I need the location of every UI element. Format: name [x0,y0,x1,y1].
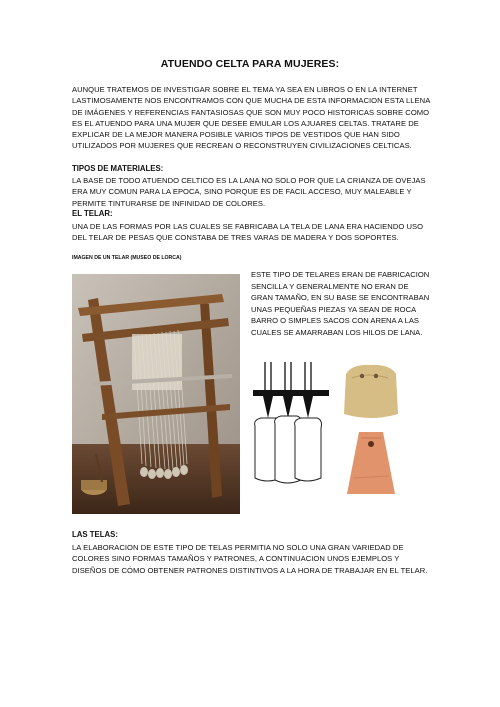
loom-description: ESTE TIPO DE TELARES ERAN DE FABRICACION SENCILLA Y GENERALMENTE NO ERAN DE GRAN TAMAÑO, EN SU BASE SE ENCONTRABAN UNAS PEQUEÑAS PIEZAS YA SEAN DE ROCA BARRO O SIMPLES SACOS CON ARENA A LAS CUALES SE AMARRABAN LOS HILOS DE LANA. [251,270,430,337]
stone-weight [338,362,404,424]
fabrics-heading: LAS TELAS: [72,530,118,539]
loom-weights-sketch [251,360,333,490]
materials-paragraph: LA BASE DE TODO ATUENDO CELTICO ES LA LANA NO SOLO POR QUE LA CRIANZA DE OVEJAS ERA MUY COMUN PARA LA EPOCA, SINO PORQUE ES DE FACIL ACCESO, MUY MALEABLE Y PERMITE TINTURARSE DE INFINIDAD DE COLORES. [72,176,426,208]
loom-photo [72,274,240,514]
loom-heading: EL TELAR: [72,209,113,218]
fabrics-paragraph: LA ELABORACION DE ESTE TIPO DE TELAS PERMITIA NO SOLO UNA GRAN VARIEDAD DE COLORES SINO FORMAS TAMAÑOS Y PATRONES, A CONTINUACION UNOS EJEMPLOS Y DISEÑOS DE CÓMO OBTENER PATRONES DISTINTIVOS A LA HORA DE TRABAJAR EN EL TELAR. [72,543,428,575]
document-title: ATUENDO CELTA PARA MUJERES: [160,58,340,70]
loom-paragraph: UNA DE LAS FORMAS POR LAS CUALES SE FABRICABA LA TELA DE LANA ERA HACIENDO USO DEL TELAR DE PESAS QUE CONSTABA DE TRES VARAS DE MADERA Y DOS SOPORTES. [72,222,424,243]
intro-paragraph: AUNQUE TRATEMOS DE INVESTIGAR SOBRE EL TEMA YA SEA EN LIBROS O EN LA INTERNET LASTIMOSAMENTE NOS ENCONTRAMOS CON QUE MUCHA DE ESTA INFORMACION ESTA LLENA DE IMÁGENES Y REFERENCIAS FANTASIOSAS QUE SON MUY POCO HISTORICAS SOBRE COMO ES EL ATUENDO PARA UNA MUJER QUE DESEE EMULAR LOS AJUARES CELTAS. TRATARE DE EXPLICAR DE LA MEJOR MANERA POSIBLE VARIOS TIPOS DE VESTIDOS QUE HAN SIDO UTILIZADOS POR MUJERES QUE RECREAN O RECONSTRUYEN CIVILIZACIONES CELTICAS. [72,85,430,151]
image-caption: IMAGEN DE UN TELAR (MUSEO DE LORCA) [72,255,182,261]
materials-heading: TIPOS DE MATERIALES: [72,164,164,173]
clay-weight [341,428,403,500]
